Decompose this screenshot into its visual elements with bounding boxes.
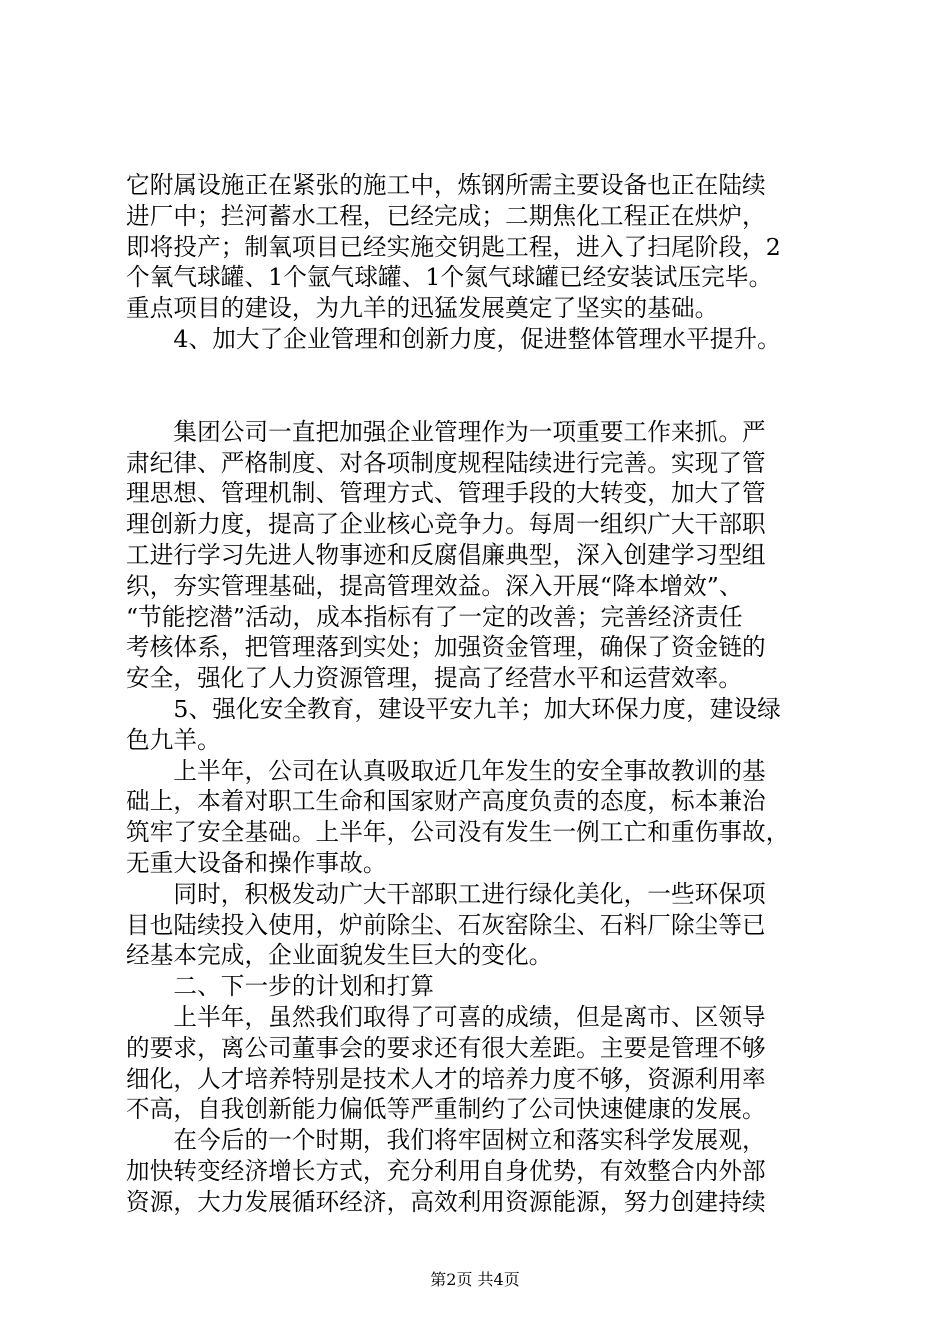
text-line: 即将投产；制氧项目已经实施交钥匙工程，进入了扫尾阶段，2	[126, 232, 781, 261]
text-line: 在今后的一个时期，我们将牢固树立和落实科学发展观，	[126, 1126, 766, 1155]
text-line: 个氧气球罐、1个氩气球罐、1个氮气球罐已经安装试压完毕。	[126, 263, 773, 292]
text-line: 上半年，虽然我们取得了可喜的成绩，但是离市、区领导	[126, 1002, 766, 1031]
text-line: 础上，本着对职工生命和国家财产高度负责的态度，标本兼治	[126, 787, 766, 816]
text-line: 加快转变经济增长方式，充分利用自身优势，有效整合内外部	[126, 1156, 766, 1185]
text-line: “节能挖潜”活动，成本指标有了一定的改善；完善经济责任	[126, 602, 743, 631]
text-line: 色九羊。	[126, 725, 221, 754]
text-line: 5、强化安全教育，建设平安九羊；加大环保力度，建设绿	[126, 694, 781, 723]
text-line: 工进行学习先进人物事迹和反腐倡廉典型，深入创建学习型组	[126, 540, 766, 569]
text-line: 同时，积极发动广大干部职工进行绿化美化，一些环保项	[126, 879, 766, 908]
text-line: 织，夯实管理基础，提高管理效益。深入开展“降本增效”、	[126, 571, 743, 600]
page-footer: 第2页 共4页	[430, 1270, 520, 1289]
text-line: 安全，强化了人力资源管理，提高了经营水平和运营效率。	[126, 664, 743, 693]
text-line: 不高，自我创新能力偏低等严重制约了公司快速健康的发展。	[126, 1095, 766, 1124]
blank-line	[126, 355, 836, 417]
text-line: 它附属设施正在紧张的施工中，炼钢所需主要设备也正在陆续	[126, 171, 766, 199]
text-line: 理思想、管理机制、管理方式、管理手段的大转变，加大了管	[126, 479, 766, 508]
text-line: 肃纪律、严格制度、对各项制度规程陆续进行完善。实现了管	[126, 448, 766, 477]
text-line: 无重大设备和操作事故。	[126, 848, 387, 877]
text-line: 进厂中；拦河蓄水工程，已经完成；二期焦化工程正在烘炉，	[126, 201, 766, 230]
text-line: 的要求，离公司董事会的要求还有很大差距。主要是管理不够	[126, 1033, 766, 1062]
text-line: 理创新力度，提高了企业核心竞争力。每周一组织广大干部职	[126, 510, 766, 539]
text-line: 筑牢了安全基础。上半年，公司没有发生一例工亡和重伤事故，	[126, 818, 790, 847]
text-line: 经基本完成，企业面貌发生巨大的变化。	[126, 941, 553, 970]
text-line: 资源，大力发展循环经济，高效利用资源能源，努力创建持续	[126, 1187, 766, 1216]
document-body	[126, 170, 836, 1218]
text-line: 重点项目的建设，为九羊的迅猛发展奠定了坚实的基础。	[126, 294, 719, 323]
text-line: 目也陆续投入使用，炉前除尘、石灰窑除尘、石料厂除尘等已	[126, 910, 766, 939]
text-line: 考核体系，把管理落到实处；加强资金管理，确保了资金链的	[126, 633, 766, 662]
text-line: 4、加大了企业管理和创新力度，促进整体管理水平提升。	[126, 324, 781, 353]
text-line: 集团公司一直把加强企业管理作为一项重要工作来抓。严	[126, 417, 766, 446]
text-line: 上半年，公司在认真吸取近几年发生的安全事故教训的基	[126, 756, 766, 785]
text-line: 细化，人才培养特别是技术人才的培养力度不够，资源利用率	[126, 1064, 766, 1093]
text-line: 二、下一步的计划和打算	[126, 972, 435, 1001]
